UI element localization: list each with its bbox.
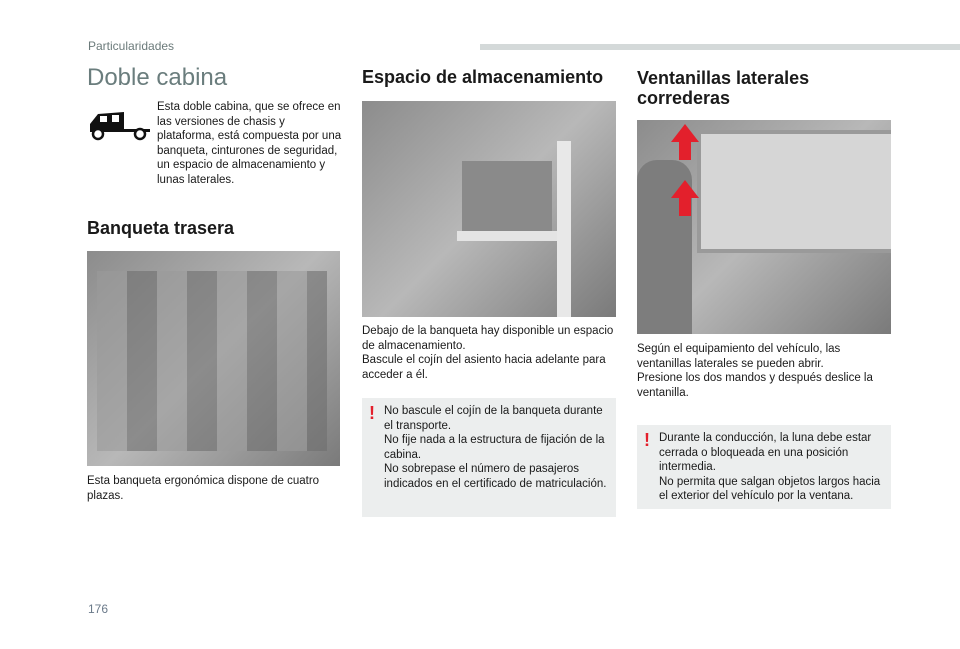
warning-line: No permita que salgan objetos largos hacia el exterior del vehículo por la ventana.	[659, 475, 881, 502]
warning-line: Durante la conducción, la luna debe estar cerrada o bloqueada en una posición intermedia.	[659, 432, 872, 473]
windows-text	[637, 342, 891, 400]
double-cab-truck-icon	[88, 108, 152, 142]
arrows-icon	[669, 120, 701, 220]
storage-warning-box	[362, 398, 616, 517]
bench-caption: Esta banqueta ergonómica dispone de cuatro plazas.	[87, 475, 320, 502]
section-label: Particularidades	[88, 39, 175, 53]
windows-title-line: correderas	[637, 88, 731, 108]
storage-text-line: Bascule el cojín del asiento hacia adelante para acceder a él.	[362, 354, 606, 381]
windows-title	[637, 68, 809, 108]
warning-icon: !	[369, 403, 375, 423]
warning-line: No fije nada a la estructura de fijación de la cabina.	[384, 434, 605, 461]
intro-text: Esta doble cabina, que se ofrece en las versiones de chasis y plataforma, está compuesta por una banqueta, cinturones de seguridad, un espacio de almacenamiento y lunas laterales.	[157, 101, 342, 186]
warning-line: No sobrepase el número de pasajeros indicados en el certificado de matriculación.	[384, 463, 607, 490]
windows-text-line: Según el equipamiento del vehículo, las ventanillas laterales se pueden abrir.	[637, 343, 841, 370]
page-number: 176	[88, 602, 109, 616]
storage-photo	[362, 101, 616, 317]
rear-bench-photo	[87, 251, 340, 466]
windows-text-line: Presione los dos mandos y después deslice la ventanilla.	[637, 372, 873, 399]
warning-icon: !	[644, 430, 650, 450]
storage-text	[362, 324, 616, 382]
storage-title: Espacio de almacenamiento	[362, 67, 604, 87]
windows-title-line: Ventanillas laterales	[637, 68, 810, 88]
sliding-window-photo	[637, 120, 891, 334]
warning-line: No bascule el cojín de la banqueta durante el transporte.	[384, 405, 603, 432]
subtitle-banqueta: Banqueta trasera	[87, 218, 235, 238]
windows-warning-box	[637, 425, 891, 509]
header-bar	[480, 44, 960, 50]
storage-text-line: Debajo de la banqueta hay disponible un espacio de almacenamiento.	[362, 325, 614, 352]
page-title: Doble cabina	[87, 64, 228, 91]
